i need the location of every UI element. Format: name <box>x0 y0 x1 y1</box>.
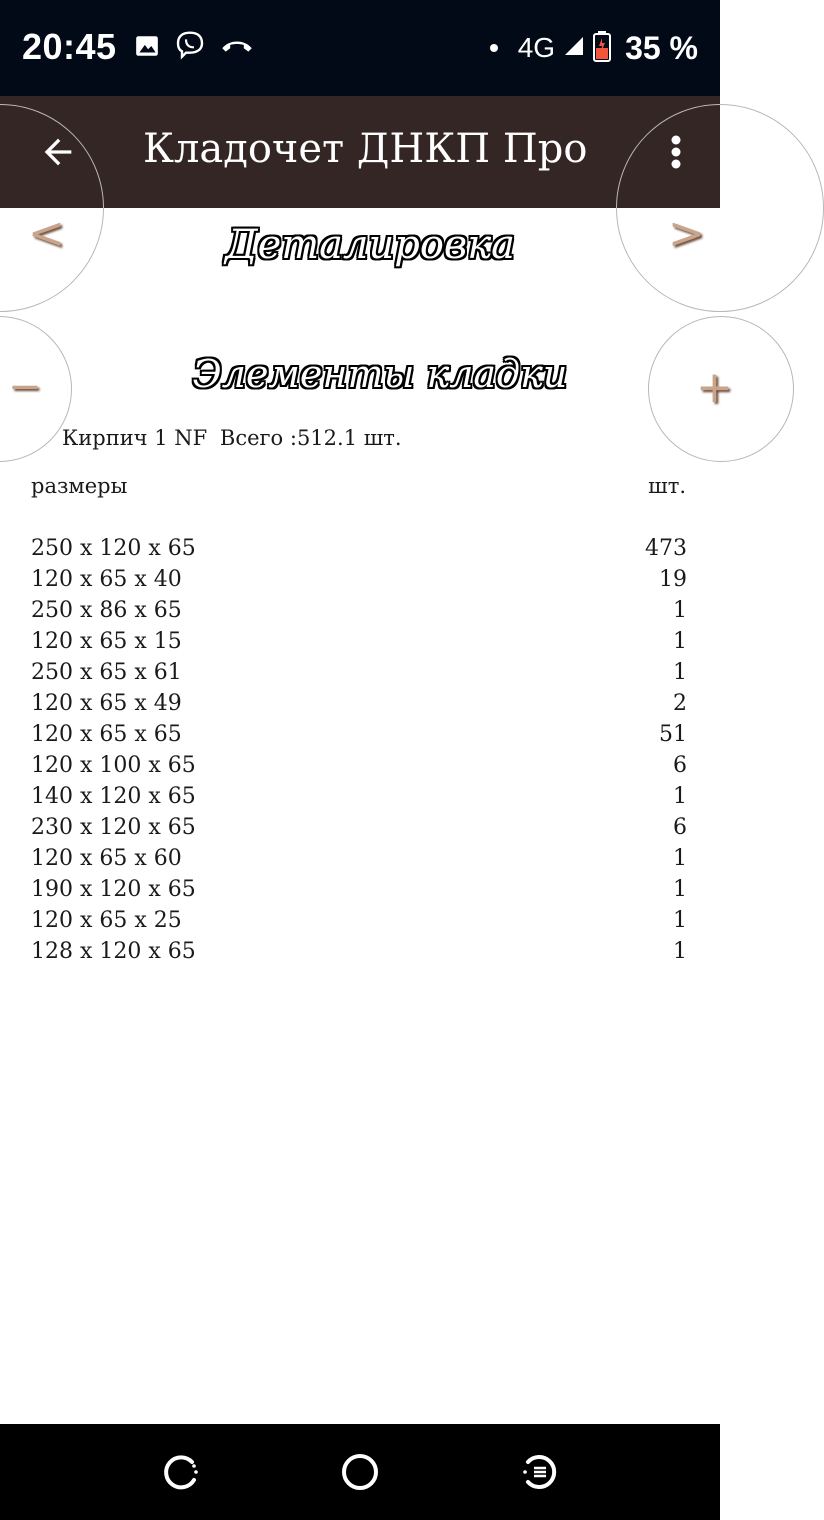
row-size: 250 х 86 х 65 <box>31 598 182 623</box>
table-row <box>31 936 687 967</box>
row-size: 120 х 65 х 60 <box>31 846 182 871</box>
status-time: 20:45 <box>22 26 117 67</box>
table-row <box>31 595 687 626</box>
row-count: 1 <box>673 629 687 654</box>
viber-icon <box>174 30 206 67</box>
table-row <box>31 564 687 595</box>
image-icon <box>134 33 160 64</box>
brick-summary <box>62 426 402 450</box>
table-row <box>31 688 687 719</box>
row-count: 1 <box>673 846 687 871</box>
row-size: 190 х 120 х 65 <box>31 877 196 902</box>
table-row <box>31 874 687 905</box>
back-nav-icon <box>518 1450 562 1494</box>
table-row <box>31 812 687 843</box>
row-count: 1 <box>673 908 687 933</box>
row-count: 1 <box>673 877 687 902</box>
table-row <box>31 750 687 781</box>
row-size: 140 х 120 х 65 <box>31 784 196 809</box>
row-size: 120 х 65 х 49 <box>31 691 182 716</box>
status-bar <box>0 0 720 96</box>
table-row <box>31 533 687 564</box>
dot-icon <box>490 44 498 52</box>
row-size: 250 х 120 х 65 <box>31 536 196 561</box>
column-header-count: шт. <box>648 474 686 498</box>
row-size: 120 х 65 х 40 <box>31 567 182 592</box>
battery-icon <box>593 30 611 67</box>
recents-button[interactable] <box>156 1448 204 1496</box>
next-icon: > <box>668 208 705 259</box>
row-count: 473 <box>645 536 687 561</box>
status-icons-left <box>134 30 254 66</box>
row-size: 128 х 120 х 65 <box>31 939 196 964</box>
row-count: 1 <box>673 784 687 809</box>
table-row <box>31 626 687 657</box>
row-count: 1 <box>673 598 687 623</box>
table-row <box>31 843 687 874</box>
row-count: 6 <box>673 815 687 840</box>
row-size: 120 х 65 х 25 <box>31 908 182 933</box>
status-icons-right <box>490 28 698 68</box>
app-title: Кладочет ДНКП Про <box>143 126 588 172</box>
plus-icon: + <box>696 362 733 413</box>
row-size: 120 х 100 х 65 <box>31 753 196 778</box>
row-size: 120 х 65 х 65 <box>31 722 182 747</box>
next-button[interactable] <box>616 104 824 312</box>
row-count: 2 <box>673 691 687 716</box>
row-size: 230 х 120 х 65 <box>31 815 196 840</box>
row-size: 120 х 65 х 15 <box>31 629 182 654</box>
row-count: 1 <box>673 939 687 964</box>
table-row <box>31 905 687 936</box>
row-count: 51 <box>659 722 687 747</box>
table-row <box>31 781 687 812</box>
row-count: 19 <box>659 567 687 592</box>
row-size: 250 х 65 х 61 <box>31 660 182 685</box>
app-bar <box>0 96 720 208</box>
system-back-button[interactable] <box>516 1448 564 1496</box>
row-count: 1 <box>673 660 687 685</box>
signal-icon <box>563 35 585 62</box>
home-icon <box>338 1450 382 1494</box>
brick-total: Всего :512.1 шт. <box>219 426 402 450</box>
prev-icon: < <box>28 208 65 259</box>
network-type: 4G <box>517 32 556 63</box>
battery-percent: 35 % <box>625 29 698 66</box>
system-nav-bar <box>0 1424 720 1520</box>
home-button[interactable] <box>336 1448 384 1496</box>
row-count: 6 <box>673 753 687 778</box>
minus-icon: − <box>8 364 42 410</box>
column-header-sizes: размеры <box>31 474 128 498</box>
subsection-title: Элементы кладки <box>192 352 568 396</box>
detail-content <box>0 208 733 1424</box>
table-row <box>31 719 687 750</box>
section-title: Деталировка <box>225 222 515 268</box>
brick-type: Кирпич 1 NF <box>62 426 208 450</box>
missed-call-icon <box>220 33 254 64</box>
recents-icon <box>158 1450 202 1494</box>
table-row <box>31 657 687 688</box>
elements-table <box>31 533 687 967</box>
